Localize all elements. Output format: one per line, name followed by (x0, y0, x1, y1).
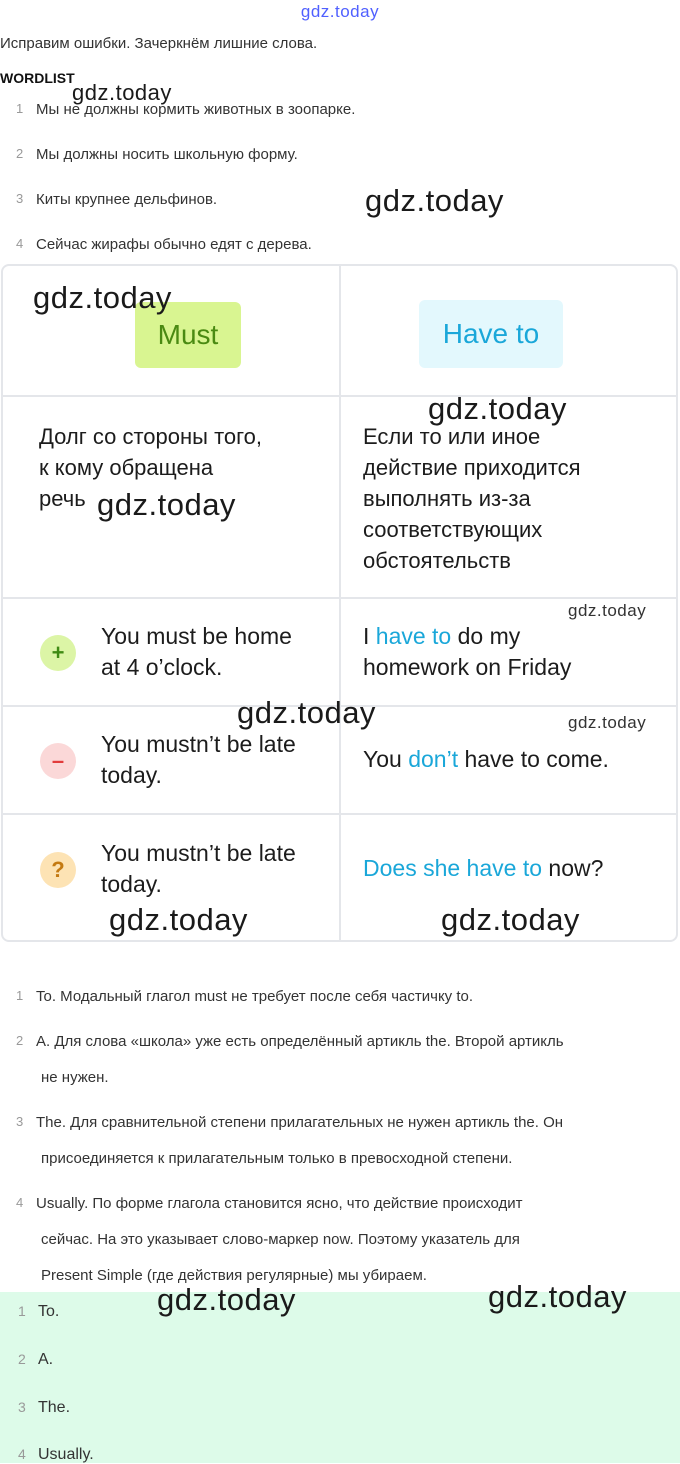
watermark: gdz.today (157, 1282, 296, 1317)
watermark: gdz.today (568, 713, 647, 732)
explanation-line: присоединяется к прилагательным только в превосходной степени. (41, 1150, 513, 1167)
item-number: 3 (16, 191, 24, 206)
minus-icon: – (40, 743, 76, 779)
explanation-line: The. Для сравнительной степени прилагательных не нужен артикль the. Он (36, 1114, 564, 1131)
item-text: Мы должны носить школьную форму. (36, 146, 298, 163)
example-text: do my (451, 623, 521, 649)
must-positive-example (101, 621, 292, 683)
watermark: gdz.today (237, 695, 376, 730)
explanation-line: сейчас. На это указывает слово-маркер now. Поэтому указатель для (41, 1231, 520, 1248)
definition-line: выполнять из-за (363, 486, 531, 511)
must-positive-cell (3, 599, 341, 705)
definition-line: к кому обращена (39, 455, 214, 480)
item-number: 4 (16, 236, 24, 251)
must-question-example (101, 838, 296, 900)
example-line: You mustn’t be late (101, 731, 296, 757)
item-number: 2 (16, 146, 24, 161)
item-number: 3 (18, 1399, 26, 1415)
example-line: today. (101, 871, 162, 897)
answer-text: To. (38, 1303, 60, 1320)
answer-text: A. (38, 1351, 54, 1368)
item-number: 4 (16, 1195, 24, 1210)
haveto-definition-cell (341, 397, 678, 597)
item-number: 3 (16, 1114, 24, 1129)
item-number: 2 (16, 1033, 24, 1048)
definition-line: действие приходится (363, 455, 581, 480)
plus-icon: + (40, 635, 76, 671)
explanation-line: A. Для слова «школа» уже есть определённый артикль the. Второй артикль (36, 1033, 564, 1050)
have-to-definition (363, 421, 581, 576)
item-number: 1 (16, 988, 24, 1003)
definition-line: соответствующих (363, 517, 543, 542)
item-text: Сейчас жирафы обычно едят с дерева. (36, 236, 312, 253)
example-text: I (363, 623, 376, 649)
highlight-text: have to (375, 623, 452, 649)
item-number: 1 (18, 1303, 26, 1319)
answer-text: Usually. (38, 1446, 94, 1463)
item-text: Киты крупнее дельфинов. (36, 191, 218, 208)
highlight-text: Does she have to (363, 855, 543, 881)
haveto-positive-example (363, 621, 571, 683)
watermark: gdz.today (97, 487, 236, 522)
watermark: gdz.today (568, 601, 647, 620)
haveto-question-example (363, 853, 603, 884)
definition-line: обстоятельств (363, 548, 511, 573)
example-text: now? (542, 855, 604, 881)
task-title: Исправим ошибки. Зачеркнём лишние слова. (0, 35, 318, 52)
watermark: gdz.today (428, 391, 567, 426)
highlight-text: don’t (408, 746, 459, 772)
example-text: have to come. (458, 746, 609, 772)
question-icon: ? (40, 852, 76, 888)
explanation-line: To. Модальный глагол must не требует после себя частичку to. (36, 988, 474, 1005)
wordlist-heading: WORDLIST (0, 70, 75, 86)
definition-line: речь (39, 486, 86, 511)
watermark: gdz.today (109, 902, 248, 937)
watermark: gdz.today (33, 280, 172, 315)
answer-text: The. (38, 1399, 71, 1416)
must-label: Must (135, 302, 241, 368)
site-header[interactable]: gdz.today (300, 2, 380, 21)
example-line: at 4 o’clock. (101, 654, 223, 680)
explanation-line: Present Simple (где действия регулярные) мы убираем. (41, 1267, 427, 1284)
item-number: 4 (18, 1446, 26, 1462)
haveto-header-cell (341, 266, 678, 395)
explanation-line: не нужен. (41, 1069, 109, 1086)
example-text: You (363, 746, 409, 772)
explanation-line: Usually. По форме глагола становится ясно, что действие происходит (36, 1195, 523, 1212)
item-number: 2 (18, 1351, 26, 1367)
definition-line: Долг со стороны того, (39, 424, 263, 449)
watermark: gdz.today (365, 183, 504, 218)
example-line: today. (101, 762, 162, 788)
item-number: 1 (16, 101, 24, 116)
example-line: homework on Friday (363, 654, 572, 680)
must-negative-example (101, 729, 296, 791)
watermark: gdz.today (488, 1279, 627, 1314)
have-to-label: Have to (419, 300, 563, 368)
example-line: You mustn’t be late (101, 840, 296, 866)
watermark: gdz.today (441, 902, 580, 937)
definition-line: Если то или иное (363, 424, 541, 449)
example-line: You must be home (101, 623, 292, 649)
item-text: Мы не должны кормить животных в зоопарке. (36, 101, 356, 118)
watermark: gdz.today (72, 80, 172, 105)
haveto-negative-example (363, 744, 609, 775)
answers-block (0, 1292, 680, 1463)
